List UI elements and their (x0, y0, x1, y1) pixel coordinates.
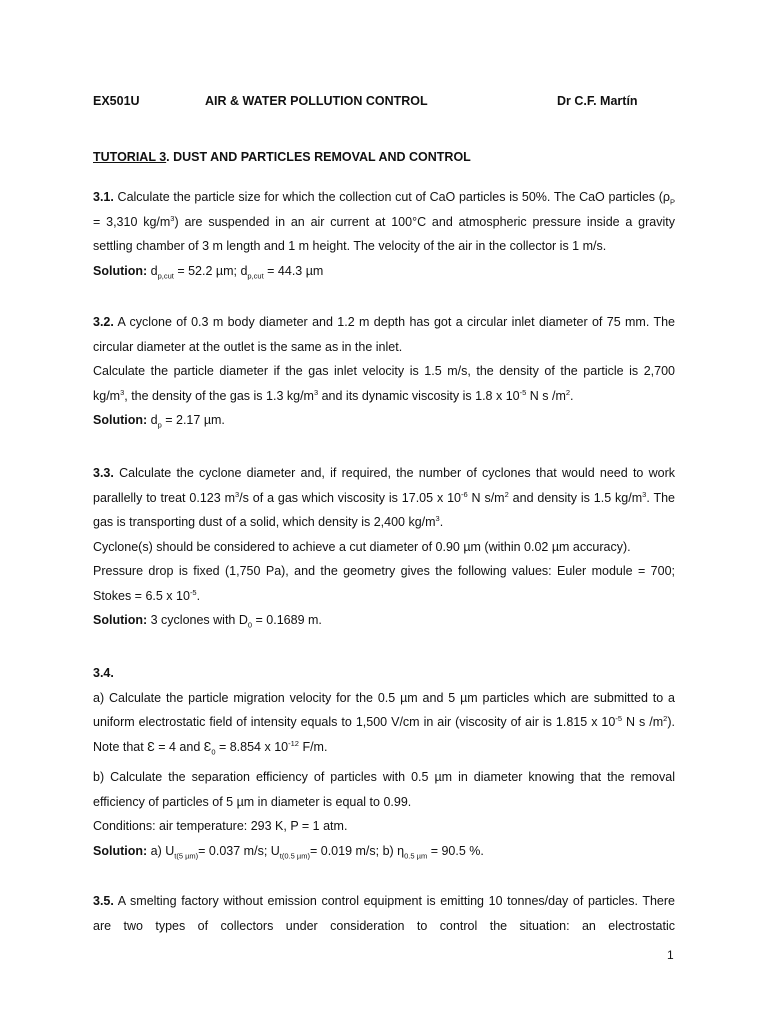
question-3-3-text: 3.3. Calculate the cyclone diameter and, if required, the number of cyclones that would need to work parallelly to treat 0.123 $m^3/s$ of a gas which viscosity is 17.05 x $10^{-6}$ N $s/m^2$ and density is 1.5 $kg/m^3$. The gas is transporting dust of a solid, which density is 2,400 $kg/m^3$. (93, 466, 675, 529)
question-number: 3.4. (93, 666, 114, 680)
solution-label: Solution: (93, 843, 148, 858)
question-3-3-line-3: Pressure drop is fixed (1,750 Pa), and the geometry gives the following values: Euler module = 700; Stokes = 6.5 x $10^{-5}$. (93, 564, 675, 603)
solution-3-4: Solution: a) $U_{t(5 \mu m)}= 0.037$ m/s; $U_{t(0.5 \mu m)}= 0.019$ m/s; b) $\eta_{0.5 \mu m} = 90.5$ %. (93, 843, 484, 860)
question-3-4-part-a: a) Calculate the particle migration velocity for the 0.5 µm and 5 µm particles which are submitted to a uniform electrostatic field of intensity equals to 1,500 V/cm in air (viscosity of air is 1.815 x $10^{-5}$ N s $/m^2$). Note that Ɛ = 4 and $Ɛ_0 = 8.854$ x $10^{-12}$ F/m. (93, 690, 675, 756)
page-number: 1 (667, 948, 674, 962)
solution-3-3: Solution: 3 cyclones with $D_0 = 0.1689$ m. (93, 613, 322, 630)
solution-3-1: Solution: $d_{p,cut} = 52.2$ µm; $d_{p,cut} = 44.3$ µm (93, 263, 324, 280)
question-number: 3.5. (93, 894, 114, 908)
question-3-2 (93, 310, 675, 433)
question-3-3 (93, 461, 675, 633)
solution-3-2: Solution: $d_p = 2.17$ µm. (93, 413, 225, 430)
question-number: 3.2. (93, 315, 114, 329)
tutorial-label: TUTORIAL 3 (93, 150, 167, 164)
solution-label: Solution: (93, 263, 148, 278)
question-3-4-conditions: Conditions: air temperature: 293 K, P = 1 atm. (93, 819, 348, 833)
page-header (93, 94, 675, 112)
solution-label: Solution: (93, 613, 148, 627)
question-3-1-text: 3.1. Calculate the particle size for which the collection cut of CaO particles is 50%. The CaO particles ($\rho_P = 3,310$ $kg/m^3$) are suspended in an air current at 100°C and atmospheric pressure inside a gravity settling chamber of 3 m length and 1 m height. The velocity of the air in the collector is 1 m/s. (93, 190, 675, 253)
question-3-2-text-2: Calculate the particle diameter if the gas inlet velocity is 1.5 m/s, the density of the particle is 2,700 $kg/m^3$, the density of the gas is 1.3 $kg/m^3$ and its dynamic viscosity is 1.8 x $10^{-5}$ N s $/m^2$. (93, 364, 675, 403)
question-number: 3.1. (93, 190, 114, 204)
question-3-4-part-b: b) Calculate the separation efficiency of particles with 0.5 µm in diameter knowing that the removal efficiency of particles of 5 µm in diameter is equal to 0.99. (93, 770, 675, 809)
question-3-5 (93, 889, 675, 938)
question-3-3-line-2: Cyclone(s) should be considered to achieve a cut diameter of 0.90 µm (within 0.02 µm accuracy). (93, 539, 631, 554)
question-3-5-text: 3.5. A smelting factory without emission control equipment is emitting 10 tonnes/day of particles. There are two types of collectors under consideration to control the situation: an electrostatic (93, 894, 675, 933)
question-3-4 (93, 661, 675, 863)
tutorial-heading (93, 150, 471, 164)
solution-label: Solution: (93, 413, 148, 427)
tutorial-title: . DUST AND PARTICLES REMOVAL AND CONTROL (166, 150, 471, 164)
question-3-4-number (93, 661, 675, 686)
question-number: 3.3. (93, 466, 114, 480)
question-3-1 (93, 185, 675, 283)
author-name: Dr C.F. Martín (557, 94, 638, 108)
course-title: AIR & WATER POLLUTION CONTROL (205, 94, 428, 108)
course-code: EX501U (93, 94, 140, 108)
question-3-2-text: 3.2. A cyclone of 0.3 m body diameter and 1.2 m depth has got a circular inlet diameter of 75 mm. The circular diameter at the outlet is the same as in the inlet. (93, 315, 675, 354)
